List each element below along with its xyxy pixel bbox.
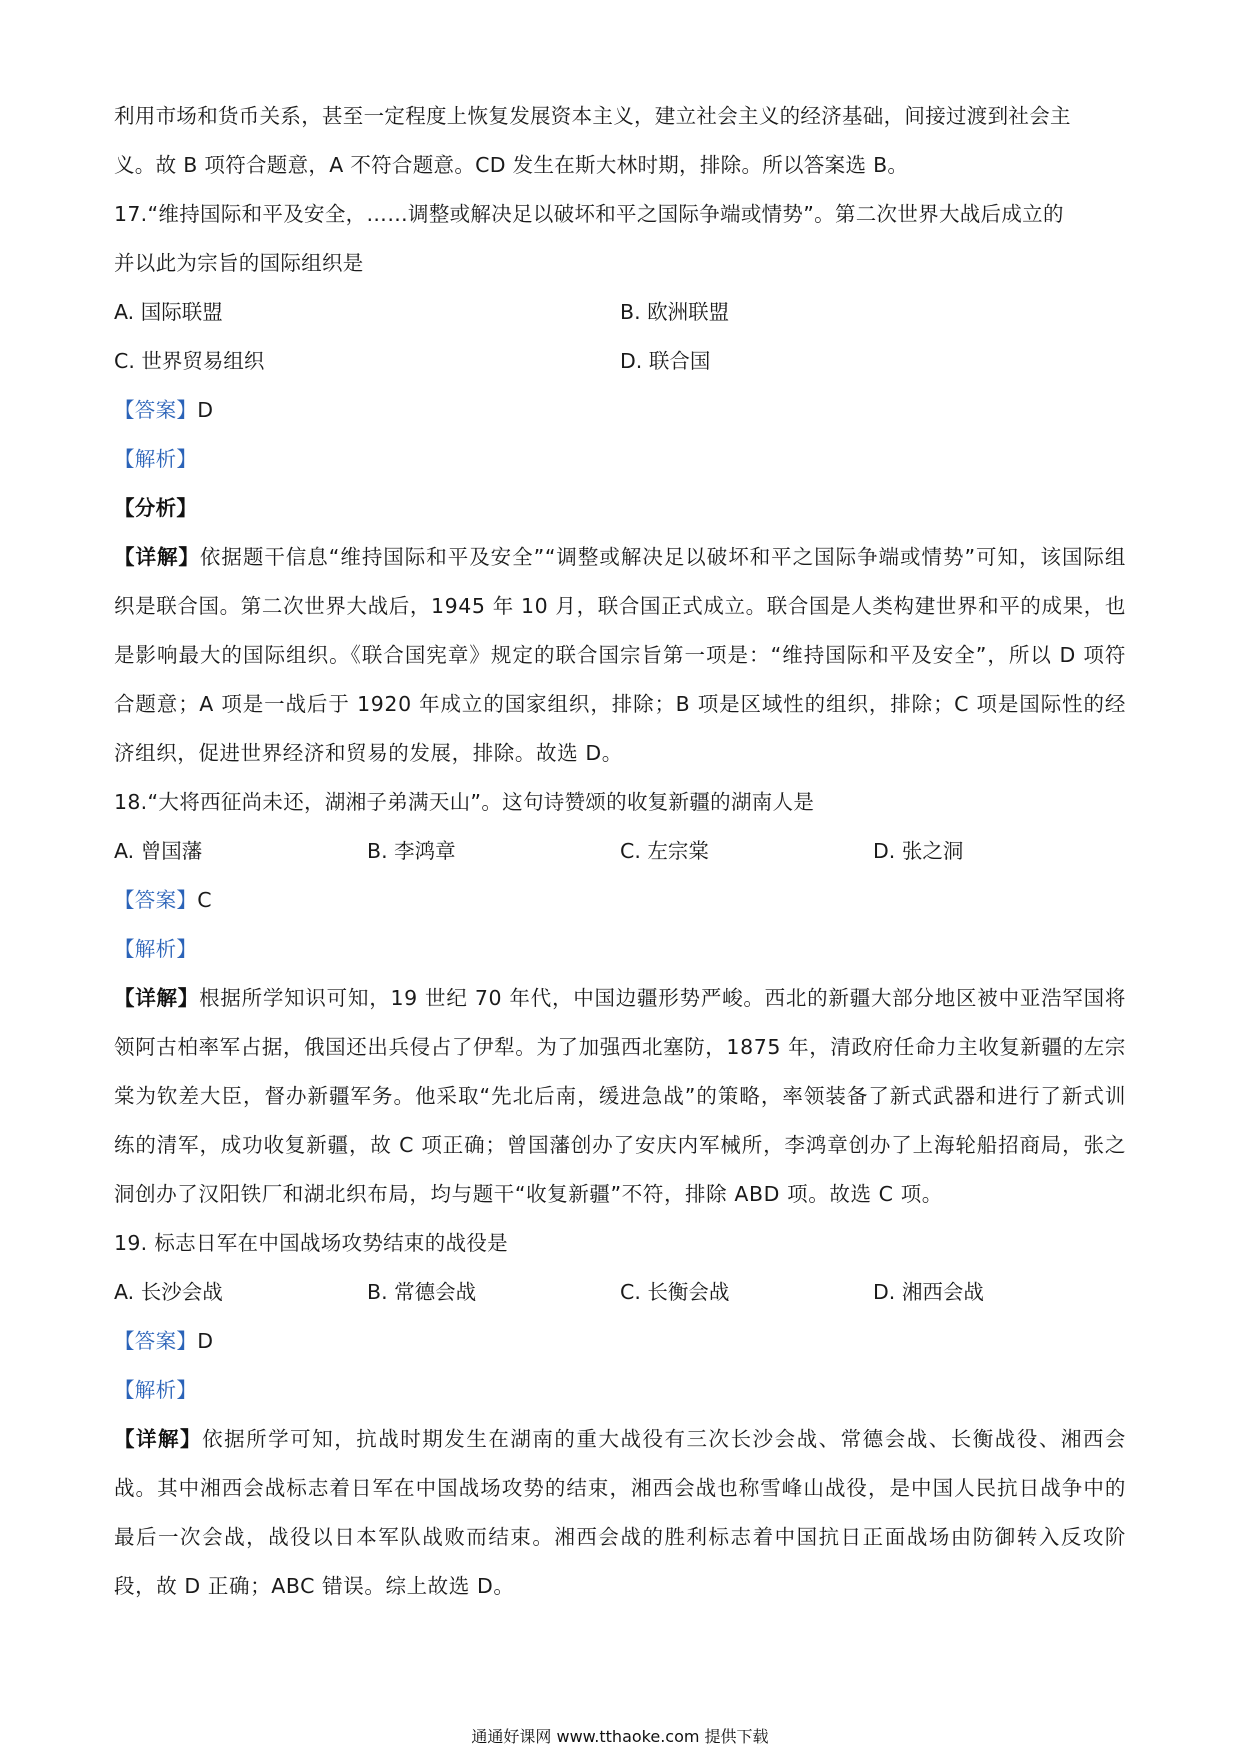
prev-answer-line-2: 义。故 B 项符合题意，A 不符合题意。CD 发生在斯大林时期，排除。所以答案选 B。 [114,153,909,177]
q19-stem: 19. 标志日军在中国战场攻势结束的战役是 [114,1231,508,1255]
q18-stem: 18.“大将西征尚未还，湖湘子弟满天山”。这句诗赞颂的收复新疆的湖南人是 [114,790,815,814]
q19-options-row [114,1268,1126,1317]
detail-text: 依据题干信息“维持国际和平及安全”“调整或解决足以破坏和平之国际争端或情势”可知，该国际组织是联合国。第二次世界大战后，1945 年 10 月，联合国正式成立。联合国是人类构建世界和平的成果，也是影响最大的国际组织。《联合国宪章》规定的联合国宗旨第一项是：“维持国际和平及安全”，所以 D 项符合题意；A 项是一战后于 1920 年成立的国家组织，排除；B 项是区域性的组织，排除；C 项是国际性的经济组织，促进世界经济和贸易的发展，排除。故选 D。 [114,545,1126,765]
q19-option-d: D. 湘西会战 [873,1280,984,1304]
answer-tag: 【答案】 [114,1329,198,1353]
q18-option-a: A. 曾国藩 [114,839,203,863]
prev-answer-line-1: 利用市场和货币关系，甚至一定程度上恢复发展资本主义，建立社会主义的经济基础，间接过渡到社会主 [114,104,1071,128]
q17-option-d: D. 联合国 [620,349,711,373]
q17-options-row-2 [114,337,1126,386]
q17-options-row-1 [114,288,1126,337]
q19-analysis-tag: 【解析】 [114,1378,198,1402]
q18-detail [114,974,1126,1219]
detail-text: 依据所学可知，抗战时期发生在湖南的重大战役有三次长沙会战、常德会战、长衡战役、湘西会战。其中湘西会战标志着日军在中国战场攻势的结束，湘西会战也称雪峰山战役，是中国人民抗日战争中的最后一次会战，战役以日本军队战败而结束。湘西会战的胜利标志着中国抗日正面战场由防御转入反攻阶段，故 D 正确；ABC 错误。综上故选 D。 [114,1427,1127,1598]
q17-option-b: B. 欧洲联盟 [620,300,730,324]
answer-value: C [197,888,212,912]
q18-options-row [114,827,1126,876]
document-page [114,92,1126,1611]
q17-answer [114,386,1126,435]
q19-option-a: A. 长沙会战 [114,1280,223,1304]
q17-option-c: C. 世界贸易组织 [114,349,265,373]
detail-tag: 【详解】 [114,986,200,1010]
q17-option-a: A. 国际联盟 [114,300,223,324]
q17-stem-line-1: 17.“维持国际和平及安全，……调整或解决足以破坏和平之国际争端或情势”。第二次世界大战后成立的 [114,202,1064,226]
q19-option-b: B. 常德会战 [367,1280,477,1304]
detail-text: 根据所学知识可知，19 世纪 70 年代，中国边疆形势严峻。西北的新疆大部分地区被中亚浩罕国将领阿古柏率军占据，俄国还出兵侵占了伊犁。为了加强西北塞防，1875 年，清政府任命力主收复新疆的左宗棠为钦差大臣，督办新疆军务。他采取“先北后南，缓进急战”的策略，率领装备了新式武器和进行了新式训练的清军，成功收复新疆，故 C 项正确；曾国藩创办了安庆内军械所，李鸿章创办了上海轮船招商局，张之洞创办了汉阳铁厂和湖北织布局，均与题干“收复新疆”不符，排除 ABD 项。故选 C 项。 [114,986,1126,1206]
answer-tag: 【答案】 [114,398,198,422]
q19-detail [114,1415,1126,1611]
q18-option-b: B. 李鸿章 [367,839,456,863]
q17-fenxi-tag: 【分析】 [114,496,198,520]
detail-tag: 【详解】 [114,545,200,569]
q18-option-d: D. 张之洞 [873,839,964,863]
answer-tag: 【答案】 [114,888,198,912]
q18-answer [114,876,1126,925]
detail-tag: 【详解】 [114,1427,203,1451]
answer-value: D [197,398,214,422]
q19-answer [114,1317,1126,1366]
q17-stem-line-2: 并以此为宗旨的国际组织是 [114,251,364,275]
q19-option-c: C. 长衡会战 [620,1280,730,1304]
q17-analysis-tag: 【解析】 [114,447,198,471]
page-footer: 通通好课网 www.tthaoke.com 提供下载 [471,1727,769,1746]
q18-analysis-tag: 【解析】 [114,937,198,961]
q18-option-c: C. 左宗棠 [620,839,709,863]
q17-detail [114,533,1126,778]
answer-value: D [197,1329,214,1353]
